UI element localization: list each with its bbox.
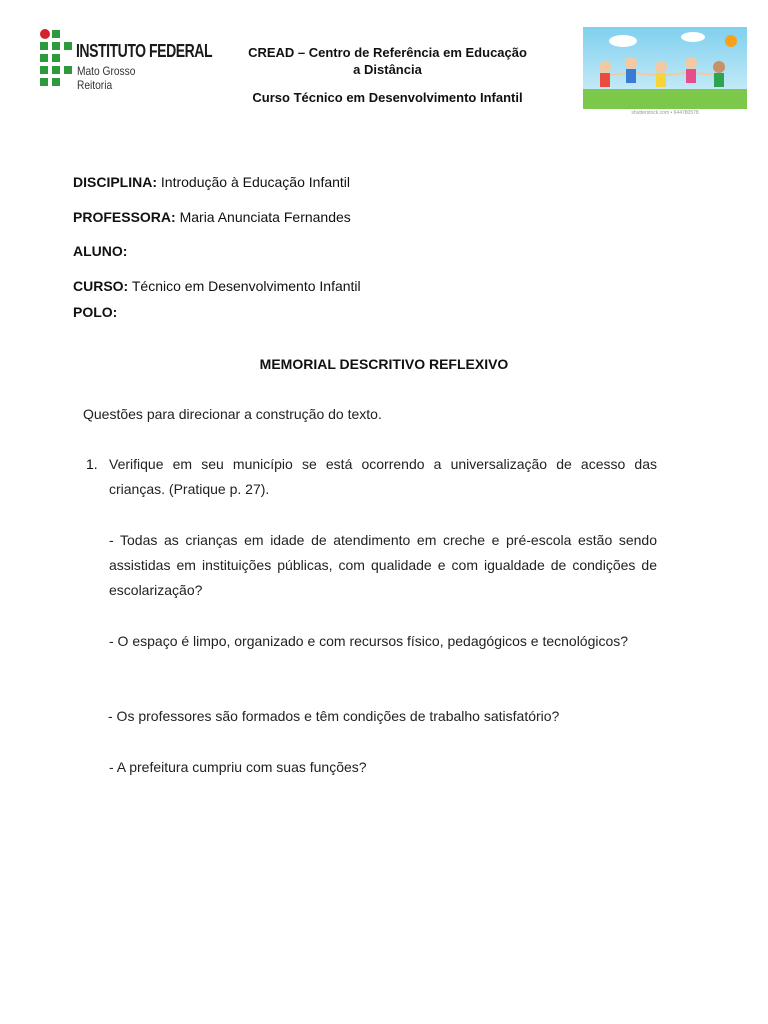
logo-subtitle-line1: Mato Grosso — [77, 64, 136, 78]
field-disciplina-label: DISCIPLINA: — [73, 174, 157, 190]
field-professora-label: PROFESSORA: — [73, 209, 176, 225]
logo-subtitle-line2: Reitoria — [77, 78, 113, 92]
question-item: - O espaço é limpo, organizado e com recursos físico, pedagógicos e tecnológicos? — [109, 633, 629, 649]
image-caption: shutterstock.com • 644780578 — [631, 110, 699, 116]
field-curso-label: CURSO: — [73, 278, 129, 294]
header-institution — [215, 44, 560, 78]
field-professora-value: Maria Anunciata Fernandes — [179, 209, 351, 225]
header-line1: CREAD – Centro de Referência em Educação — [248, 45, 527, 60]
field-disciplina-value: Introdução à Educação Infantil — [160, 174, 351, 190]
question-text: Verifique em seu município se está ocorrendo a universalização de acesso das crianças. (Pratique p. 27). — [109, 456, 657, 497]
field-professora — [73, 209, 351, 225]
logo-grid-icon — [40, 29, 74, 89]
children-holding-hands-illustration — [583, 27, 747, 117]
section-title: MEMORIAL DESCRITIVO REFLEXIVO — [259, 356, 509, 372]
question-number: 1. — [86, 456, 98, 472]
institute-logo — [40, 29, 213, 92]
header-line2: a Distância — [353, 62, 422, 77]
logo-title: INSTITUTO FEDERAL — [76, 41, 213, 61]
question-item: - Todas as crianças em idade de atendimento em creche e pré-escola estão sendo assistidas em instituições públicas, com qualidade e com igualdade de condições de escolarização? — [109, 532, 657, 598]
field-aluno — [73, 243, 127, 259]
field-aluno-label: ALUNO: — [73, 243, 128, 259]
field-polo-label: POLO: — [73, 304, 118, 320]
intro-text: Questões para direcionar a construção do texto. — [83, 406, 382, 422]
field-curso-value: Técnico em Desenvolvimento Infantil — [131, 278, 361, 294]
field-curso — [73, 278, 361, 294]
field-polo — [73, 304, 117, 320]
course-title: Curso Técnico em Desenvolvimento Infantil — [252, 90, 523, 105]
question-item: - A prefeitura cumpriu com suas funções? — [109, 759, 367, 775]
question-item: - Os professores são formados e têm condições de trabalho satisfatório? — [108, 708, 560, 724]
field-disciplina — [73, 174, 350, 190]
